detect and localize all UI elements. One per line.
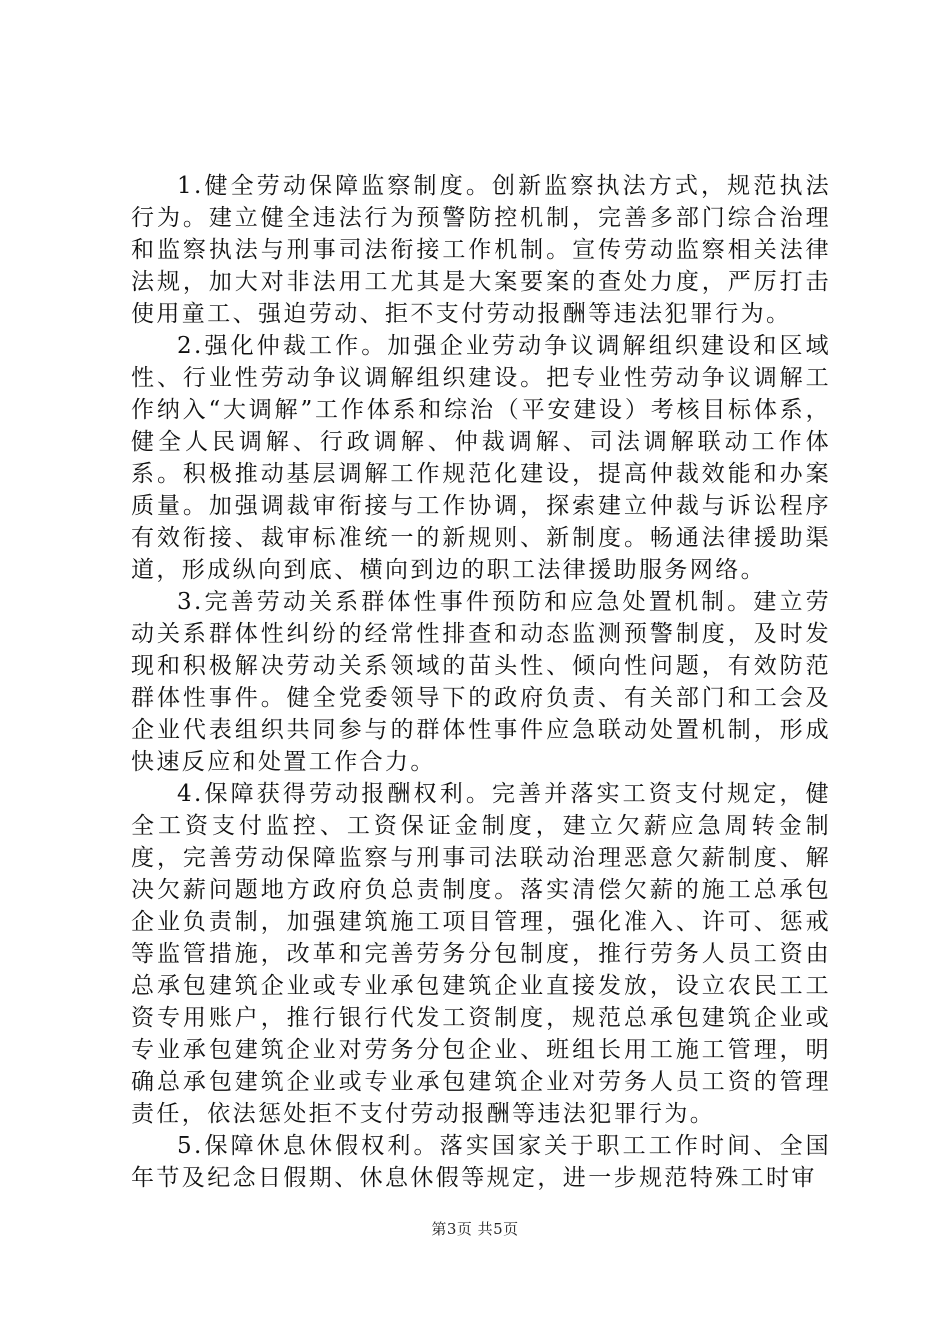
paragraph-5: 5.保障休息休假权利。落实国家关于职工工作时间、全国年节及纪念日假期、休息休假等规定，进一步规范特殊工时审 <box>131 1133 831 1191</box>
page-number-footer: 第3页 共5页 <box>431 1220 519 1238</box>
paragraph-1: 1.健全劳动保障监察制度。创新监察执法方式，规范执法行为。建立健全违法行为预警防控机制，完善多部门综合治理和监察执法与刑事司法衔接工作机制。宣传劳动监察相关法律法规，加大对非法用工尤其是大案要案的查处力度，严厉打击使用童工、强迫劳动、拒不支付劳动报酬等违法犯罪行为。 <box>131 173 831 327</box>
paragraph-3: 3.完善劳动关系群体性事件预防和应急处置机制。建立劳动关系群体性纠纷的经常性排查和动态监测预警制度，及时发现和积极解决劳动关系领域的苗头性、倾向性问题，有效防范群体性事件。健全党委领导下的政府负责、有关部门和工会及企业代表组织共同参与的群体性事件应急联动处置机制，形成快速反应和处置工作合力。 <box>131 589 831 775</box>
paragraph-4: 4.保障获得劳动报酬权利。完善并落实工资支付规定，健全工资支付监控、工资保证金制度，建立欠薪应急周转金制度，完善劳动保障监察与刑事司法联动治理恶意欠薪制度、解决欠薪问题地方政府负总责制度。落实清偿欠薪的施工总承包企业负责制，加强建筑施工项目管理，强化准入、许可、惩戒等监管措施，改革和完善劳务分包制度，推行劳务人员工资由总承包建筑企业或专业承包建筑企业直接发放，设立农民工工资专用账户，推行银行代发工资制度，规范总承包建筑企业或专业承包建筑企业对劳务分包企业、班组长用工施工管理，明确总承包建筑企业或专业承包建筑企业对劳务人员工资的管理责任，依法惩处拒不支付劳动报酬等违法犯罪行为。 <box>131 781 831 1127</box>
document-body <box>131 170 831 1194</box>
paragraph-2: 2.强化仲裁工作。加强企业劳动争议调解组织建设和区域性、行业性劳动争议调解组织建设。把专业性劳动争议调解工作纳入“大调解”工作体系和综治（平安建设）考核目标体系，健全人民调解、行政调解、仲裁调解、司法调解联动工作体系。积极推动基层调解工作规范化建设，提高仲裁效能和办案质量。加强调裁审衔接与工作协调，探索建立仲裁与诉讼程序有效衔接、裁审标准统一的新规则、新制度。畅通法律援助渠道，形成纵向到底、横向到边的职工法律援助服务网络。 <box>131 333 831 583</box>
